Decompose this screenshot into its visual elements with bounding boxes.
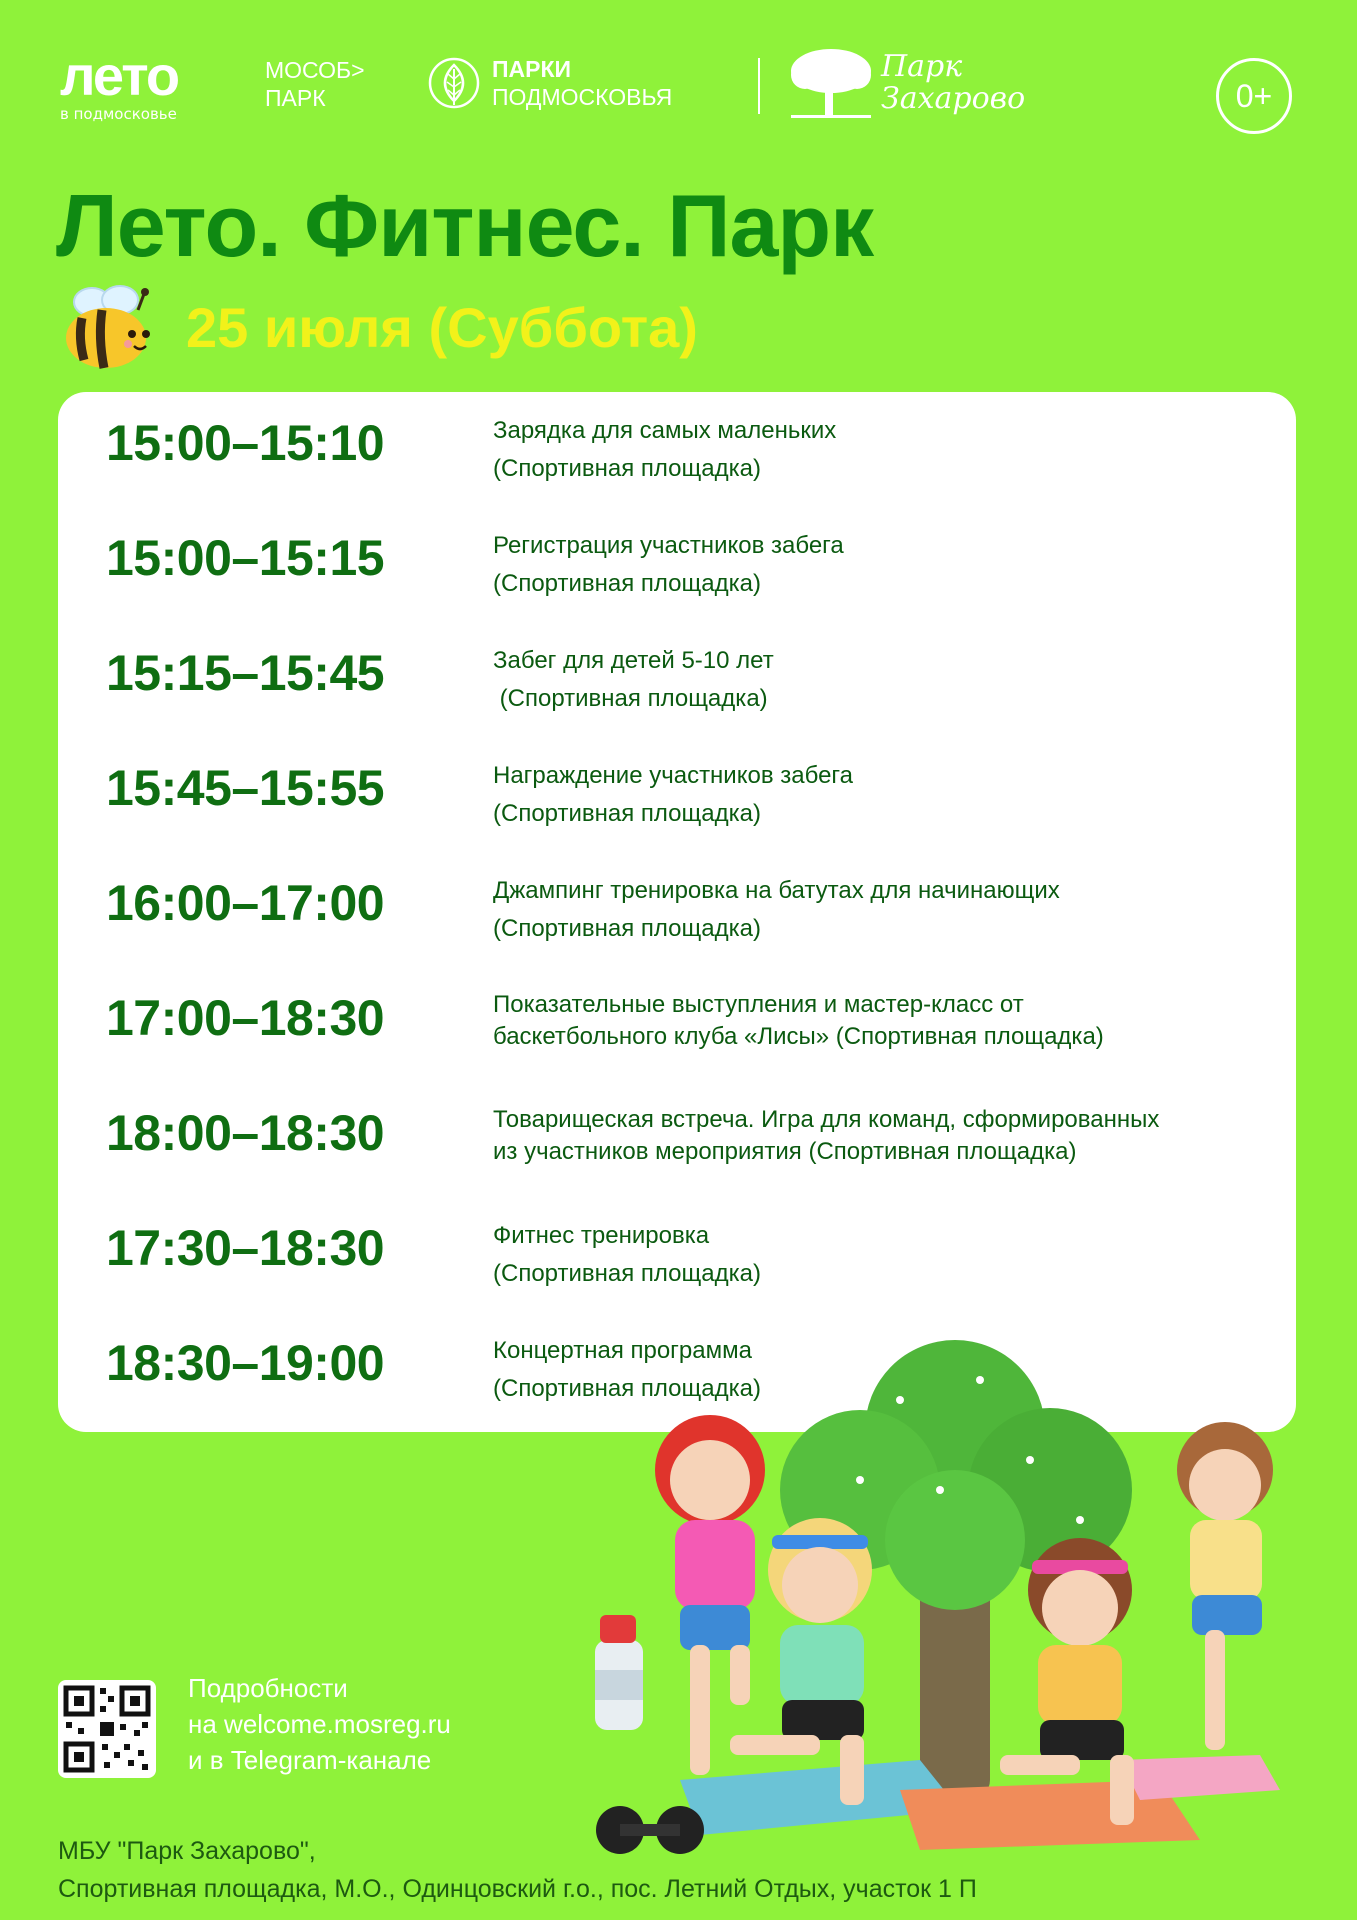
qr-code[interactable] — [58, 1680, 156, 1778]
description-line2: (Спортивная площадка) — [493, 1375, 761, 1402]
info-line3: и в Telegram-канале — [188, 1745, 432, 1775]
mosob-line2: ПАРК — [265, 85, 326, 111]
parki-podmoskovya-logo — [428, 55, 672, 111]
description-line2: из участников мероприятия (Спортивная площадка) — [493, 1138, 1077, 1165]
schedule-description — [493, 412, 1273, 488]
leto-logo-sub: в подмосковье — [60, 105, 177, 123]
description-line1: Товарищеская встреча. Игра для команд, сформированных — [493, 1106, 1160, 1133]
schedule-description — [493, 989, 1273, 1053]
info-text — [188, 1670, 451, 1778]
leto-logo-text: лето — [60, 44, 179, 107]
info-website-link[interactable]: на welcome.mosreg.ru — [188, 1709, 451, 1739]
page-title: Лето. Фитнес. Парк — [56, 176, 874, 275]
leto-logo — [60, 44, 179, 123]
parki-line1: ПАРКИ — [492, 56, 572, 82]
description-line1: Забег для детей 5-10 лет — [493, 647, 774, 674]
schedule-time: 15:00–15:15 — [106, 530, 385, 586]
schedule-time: 15:15–15:45 — [106, 645, 385, 701]
info-line1: Подробности — [188, 1673, 348, 1703]
qr-code-image — [58, 1680, 156, 1778]
description-line2: баскетбольного клуба «Лисы» (Спортивная площадка) — [493, 1023, 1104, 1050]
description-line2: (Спортивная площадка) — [493, 685, 768, 712]
leaf-icon — [428, 55, 480, 111]
bee-icon — [58, 282, 162, 372]
description-line1: Зарядка для самых маленьких — [493, 417, 837, 444]
schedule-row — [58, 737, 1296, 852]
schedule-row — [58, 507, 1296, 622]
description-line2: (Спортивная площадка) — [493, 800, 761, 827]
tree-icon — [785, 45, 877, 121]
logo-divider — [758, 58, 760, 114]
description-line2: (Спортивная площадка) — [493, 455, 761, 482]
footer-org-name: МБУ "Парк Захарово", — [58, 1837, 316, 1865]
header — [0, 0, 1357, 180]
schedule-description — [493, 757, 1273, 833]
schedule-time: 15:00–15:10 — [106, 415, 385, 471]
zakharovo-line1: Парк — [881, 49, 963, 84]
description-line1: Регистрация участников забега — [493, 532, 844, 559]
kids-fitness-illustration — [560, 1340, 1340, 1860]
schedule-row — [58, 622, 1296, 737]
schedule-description — [493, 872, 1273, 948]
footer-address-line: Спортивная площадка, М.О., Одинцовский г.о., пос. Летний Отдых, участок 1 П — [58, 1875, 977, 1903]
schedule-time: 15:45–15:55 — [106, 760, 385, 816]
event-date: 25 июля (Суббота) — [186, 295, 698, 359]
schedule-card — [58, 392, 1296, 1432]
description-line1: Показательные выступления и мастер-класс от — [493, 991, 1024, 1018]
park-zakharovo-logo — [785, 45, 1025, 121]
schedule-row — [58, 967, 1296, 1082]
description-line2: (Спортивная площадка) — [493, 1260, 761, 1287]
age-rating-badge: 0+ — [1216, 58, 1292, 134]
date-row — [58, 282, 698, 372]
footer-address — [58, 1832, 977, 1908]
schedule-time: 18:00–18:30 — [106, 1105, 385, 1161]
schedule-time: 17:00–18:30 — [106, 990, 385, 1046]
description-line2: (Спортивная площадка) — [493, 915, 761, 942]
description-line1: Фитнес тренировка — [493, 1222, 710, 1249]
schedule-description — [493, 1217, 1273, 1293]
description-line1: Джампинг тренировка на батутах для начинающих — [493, 877, 1060, 904]
mosob-line1: МОСОБ> — [265, 57, 365, 83]
schedule-row — [58, 1197, 1296, 1312]
description-line1: Награждение участников забега — [493, 762, 853, 789]
schedule-row — [58, 852, 1296, 967]
schedule-row — [58, 392, 1296, 507]
mosobpark-logo — [265, 56, 365, 112]
schedule-description — [493, 642, 1273, 718]
schedule-time: 18:30–19:00 — [106, 1335, 385, 1391]
schedule-time: 16:00–17:00 — [106, 875, 385, 931]
schedule-row — [58, 1082, 1296, 1197]
schedule-description — [493, 527, 1273, 603]
zakharovo-line2: Захарово — [881, 81, 1026, 116]
parki-line2: ПОДМОСКОВЬЯ — [492, 84, 673, 110]
schedule-time: 17:30–18:30 — [106, 1220, 385, 1276]
description-line2: (Спортивная площадка) — [493, 570, 761, 597]
schedule-description — [493, 1104, 1273, 1168]
description-line1: Концертная программа — [493, 1337, 752, 1364]
